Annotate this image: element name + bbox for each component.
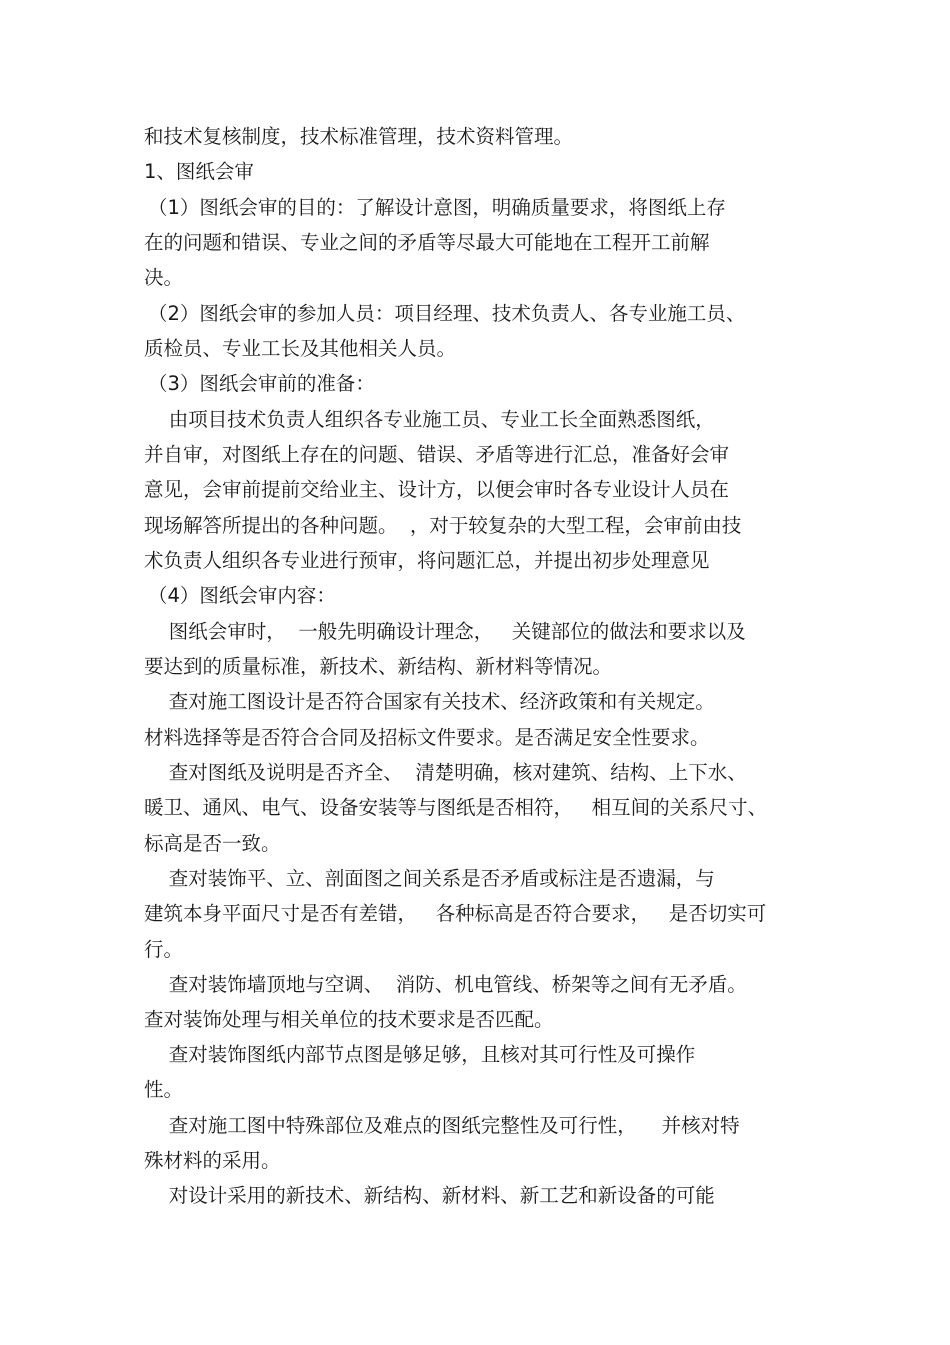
text-line: 查对装饰处理与相关单位的技术要求是否匹配。 — [144, 1008, 554, 1031]
text-line: 查对施工图设计是否符合国家有关技术、经济政策和有关规定。 — [144, 690, 715, 713]
text-line: 暖卫、通风、电气、设备安装等与图纸是否相符， 相互间的关系尺寸、 — [144, 796, 768, 819]
text-line: 由项目技术负责人组织各专业施工员、专业工长全面熟悉图纸， — [144, 408, 715, 431]
text-line: 查对装饰墙顶地与空调、 消防、机电管线、桥架等之间有无矛盾。 — [144, 973, 747, 996]
text-line: 行。 — [144, 938, 184, 961]
text-line: （4）图纸会审内容： — [148, 584, 336, 607]
text-line: （2）图纸会审的参加人员：项目经理、技术负责人、各专业施工员、 — [148, 302, 746, 325]
text-line: 标高是否一致。 — [144, 832, 281, 855]
text-line: 质检员、专业工长及其他相关人员。 — [144, 337, 457, 360]
text-line: 查对施工图中特殊部位及难点的图纸完整性及可行性， 并核对特 — [144, 1114, 740, 1137]
text-line: （1）图纸会审的目的：了解设计意图，明确质量要求，将图纸上存 — [148, 196, 726, 219]
text-line: 对设计采用的新技术、新结构、新材料、新工艺和新设备的可能 — [144, 1184, 715, 1207]
text-line: 建筑本身平面尺寸是否有差错， 各种标高是否符合要求， 是否切实可 — [144, 902, 767, 925]
text-line: 意见，会审前提前交给业主、设计方，以便会审时各专业设计人员在 — [144, 478, 730, 501]
section-heading: 1、图纸会审 — [144, 160, 254, 183]
text-line: 查对图纸及说明是否齐全、 清楚明确，核对建筑、结构、上下水、 — [144, 761, 747, 784]
text-line: 决。 — [144, 266, 184, 289]
text-line: 和技术复核制度，技术标准管理，技术资料管理。 — [144, 125, 574, 148]
text-line: 图纸会审时， 一般先明确设计理念， 关键部位的做法和要求以及 — [144, 620, 746, 643]
text-line: 术负责人组织各专业进行预审，将问题汇总，并提出初步处理意见 — [144, 549, 710, 572]
text-line: （3）图纸会审前的准备： — [148, 372, 375, 395]
text-line: 并自审，对图纸上存在的问题、错误、矛盾等进行汇总，准备好会审 — [144, 443, 730, 466]
text-line: 在的问题和错误、专业之间的矛盾等尽最大可能地在工程开工前解 — [144, 231, 710, 254]
text-line: 要达到的质量标准，新技术、新结构、新材料等情况。 — [144, 655, 613, 678]
text-line: 性。 — [144, 1078, 184, 1101]
text-line: 查对装饰平、立、剖面图之间关系是否矛盾或标注是否遗漏，与 — [144, 867, 715, 890]
text-line: 殊材料的采用。 — [144, 1149, 281, 1172]
text-line: 查对装饰图纸内部节点图是够足够，且核对其可行性及可操作 — [144, 1043, 696, 1066]
text-line: 材料选择等是否符合合同及招标文件要求。是否满足安全性要求。 — [144, 726, 710, 749]
text-line: 现场解答所提出的各种问题。 ，对于较复杂的大型工程，会审前由技 — [144, 514, 742, 537]
